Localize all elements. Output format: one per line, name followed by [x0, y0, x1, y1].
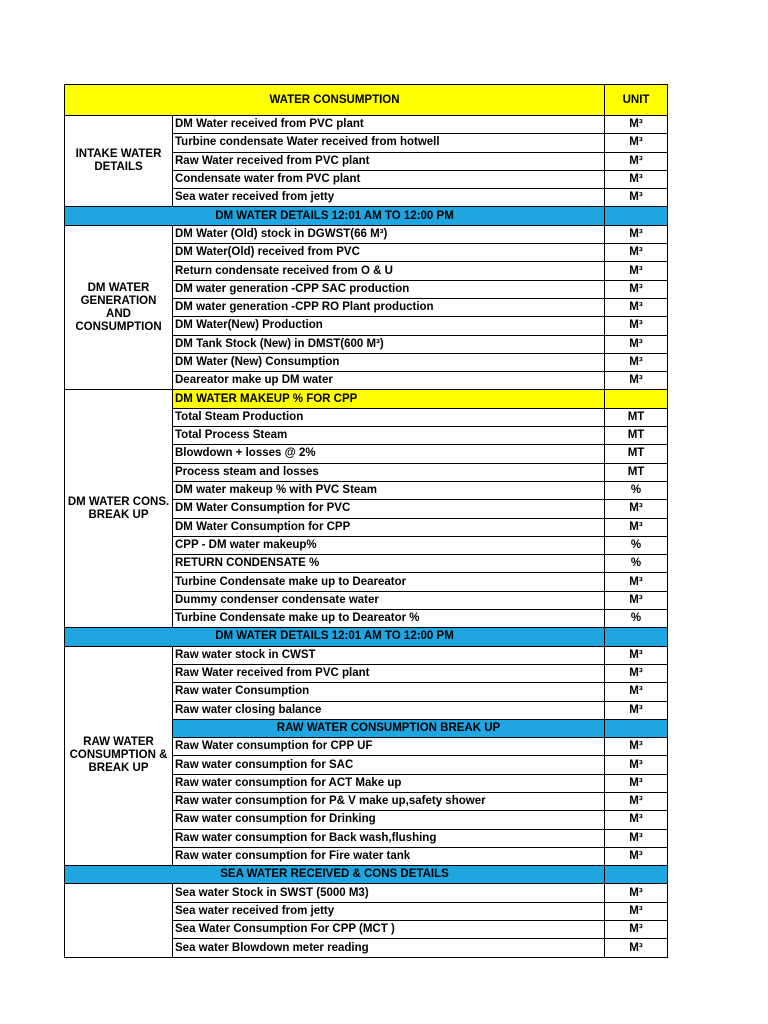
row-label: Total Steam Production [173, 408, 605, 426]
row-label: DM water generation -CPP RO Plant production [173, 298, 605, 316]
row-label: Sea Water Consumption For CPP (MCT ) [173, 921, 605, 939]
section-band-label: SEA WATER RECEIVED & CONS DETAILS [65, 866, 605, 884]
row-unit: M³ [605, 756, 668, 774]
row-label: Condensate water from PVC plant [173, 170, 605, 188]
row-unit: M³ [605, 847, 668, 865]
row-label: Turbine Condensate make up to Deareator [173, 573, 605, 591]
row-unit: M³ [605, 134, 668, 152]
row-unit: M³ [605, 225, 668, 243]
row-label: Deareator make up DM water [173, 372, 605, 390]
subheader-label: DM WATER MAKEUP % FOR CPP [173, 390, 605, 408]
row-label: Sea water received from jetty [173, 902, 605, 920]
group-label: RAW WATER CONSUMPTION & BREAK UP [65, 646, 173, 866]
row-label: Raw water consumption for ACT Make up [173, 774, 605, 792]
row-label: Dummy condenser condensate water [173, 591, 605, 609]
row-unit: M³ [605, 884, 668, 902]
row-unit: M³ [605, 280, 668, 298]
row-label: DM Water (Old) stock in DGWST(66 M³) [173, 225, 605, 243]
section-band-row [65, 628, 668, 646]
row-unit: M³ [605, 774, 668, 792]
row-unit: M³ [605, 170, 668, 188]
subheader-unit [605, 719, 668, 737]
subheader-label: RAW WATER CONSUMPTION BREAK UP [173, 719, 605, 737]
row-label: Blowdown + losses @ 2% [173, 445, 605, 463]
group-label [65, 884, 173, 957]
group-label: DM WATER CONS. BREAK UP [65, 390, 173, 628]
section-band-row [65, 207, 668, 225]
section-band-unit [605, 628, 668, 646]
row-label: DM Water received from PVC plant [173, 116, 605, 134]
row-unit: M³ [605, 664, 668, 682]
table-row [65, 884, 668, 902]
row-label: Turbine Condensate make up to Deareator % [173, 610, 605, 628]
row-unit: M³ [605, 591, 668, 609]
row-unit: M³ [605, 116, 668, 134]
section-band-label: DM WATER DETAILS 12:01 AM TO 12:00 PM [65, 207, 605, 225]
row-unit: % [605, 481, 668, 499]
row-unit: M³ [605, 152, 668, 170]
row-label: DM water generation -CPP SAC production [173, 280, 605, 298]
header-row [65, 85, 668, 116]
row-unit: MT [605, 445, 668, 463]
row-label: RETURN CONDENSATE % [173, 555, 605, 573]
section-band-label: DM WATER DETAILS 12:01 AM TO 12:00 PM [65, 628, 605, 646]
row-unit: M³ [605, 829, 668, 847]
water-consumption-table [64, 84, 668, 958]
row-label: Sea water Blowdown meter reading [173, 939, 605, 957]
group-label: INTAKE WATER DETAILS [65, 116, 173, 207]
row-label: Process steam and losses [173, 463, 605, 481]
row-unit: % [605, 555, 668, 573]
row-unit: M³ [605, 573, 668, 591]
row-label: Sea water Stock in SWST (5000 M3) [173, 884, 605, 902]
row-unit: M³ [605, 921, 668, 939]
row-unit: % [605, 610, 668, 628]
table-row [65, 116, 668, 134]
row-unit: M³ [605, 372, 668, 390]
row-label: Raw water consumption for P& V make up,safety shower [173, 792, 605, 810]
row-label: Raw Water received from PVC plant [173, 152, 605, 170]
row-label: DM Water(Old) received from PVC [173, 244, 605, 262]
row-label: Raw Water received from PVC plant [173, 664, 605, 682]
subheader-unit [605, 390, 668, 408]
row-label: Raw water consumption for SAC [173, 756, 605, 774]
row-label: Raw water Consumption [173, 683, 605, 701]
row-label: Raw Water consumption for CPP UF [173, 738, 605, 756]
row-unit: M³ [605, 335, 668, 353]
table-row [65, 390, 668, 408]
row-label: DM water makeup % with PVC Steam [173, 481, 605, 499]
row-unit: M³ [605, 902, 668, 920]
row-unit: M³ [605, 738, 668, 756]
header-unit: UNIT [605, 85, 668, 116]
row-unit: M³ [605, 939, 668, 957]
row-label: Raw water closing balance [173, 701, 605, 719]
row-unit: MT [605, 427, 668, 445]
row-unit: M³ [605, 811, 668, 829]
row-unit: M³ [605, 646, 668, 664]
row-label: DM Water(New) Production [173, 317, 605, 335]
section-band-unit [605, 207, 668, 225]
row-unit: M³ [605, 189, 668, 207]
row-unit: % [605, 536, 668, 554]
table-row [65, 646, 668, 664]
header-title: WATER CONSUMPTION [65, 85, 605, 116]
row-unit: M³ [605, 317, 668, 335]
row-label: DM Water Consumption for PVC [173, 500, 605, 518]
row-unit: MT [605, 408, 668, 426]
row-unit: M³ [605, 244, 668, 262]
row-label: CPP - DM water makeup% [173, 536, 605, 554]
row-unit: M³ [605, 701, 668, 719]
row-label: Raw water consumption for Back wash,flushing [173, 829, 605, 847]
row-label: Return condensate received from O & U [173, 262, 605, 280]
section-band-row [65, 866, 668, 884]
row-unit: M³ [605, 353, 668, 371]
row-label: Raw water consumption for Fire water tank [173, 847, 605, 865]
section-band-unit [605, 866, 668, 884]
row-unit: M³ [605, 500, 668, 518]
row-label: Raw water consumption for Drinking [173, 811, 605, 829]
group-label: DM WATER GENERATION AND CONSUMPTION [65, 225, 173, 390]
row-label: DM Water (New) Consumption [173, 353, 605, 371]
row-label: DM Water Consumption for CPP [173, 518, 605, 536]
row-label: Turbine condensate Water received from hotwell [173, 134, 605, 152]
row-label: Total Process Steam [173, 427, 605, 445]
row-unit: M³ [605, 262, 668, 280]
row-label: Sea water received from jetty [173, 189, 605, 207]
row-label: Raw water stock in CWST [173, 646, 605, 664]
row-unit: M³ [605, 683, 668, 701]
row-label: DM Tank Stock (New) in DMST(600 M³) [173, 335, 605, 353]
row-unit: MT [605, 463, 668, 481]
row-unit: M³ [605, 792, 668, 810]
table-row [65, 225, 668, 243]
row-unit: M³ [605, 518, 668, 536]
row-unit: M³ [605, 298, 668, 316]
